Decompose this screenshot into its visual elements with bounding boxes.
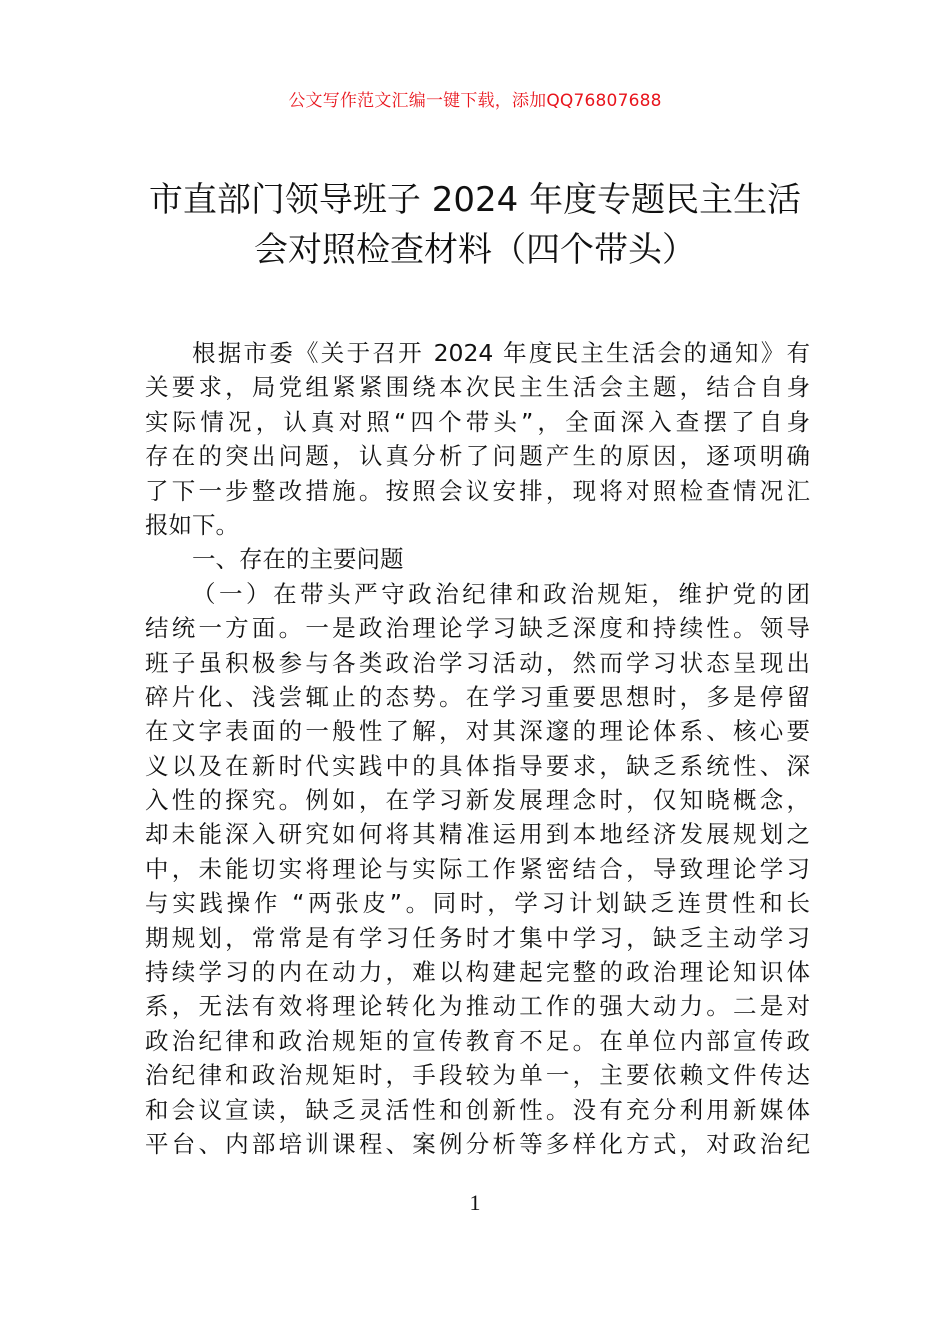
paragraph-line: 持续学习的内在动力，难以构建起完整的政治理论知识体: [145, 958, 810, 987]
download-banner: 公文写作范文汇编一键下载，添加QQ76807688: [288, 91, 662, 111]
paragraph-line: 中，未能切实将理论与实际工作紧密结合，导致理论学习: [145, 854, 810, 883]
paragraph-line: 存在的突出问题，认真分析了问题产生的原因，逐项明确: [145, 442, 810, 471]
document-title-line-2: 会对照检查材料（四个带头）: [254, 230, 696, 270]
paragraph-line: 治纪律和政治规矩时，手段较为单一，主要依赖文件传达: [145, 1061, 810, 1090]
subsection-heading-line: （一）在带头严守政治纪律和政治规矩，维护党的团: [192, 579, 810, 608]
paragraph-line: 关要求，局党组紧紧围绕本次民主生活会主题，结合自身: [145, 373, 810, 402]
paragraph-line: 报如下。: [145, 510, 239, 539]
paragraph-line: 义以及在新时代实践中的具体指导要求，缺乏系统性、深: [145, 751, 810, 780]
document-title-line-1: 市直部门领导班子 2024 年度专题民主生活: [148, 180, 802, 220]
paragraph-line: 班子虽积极参与各类政治学习活动，然而学习状态呈现出: [145, 648, 810, 677]
paragraph-line: 却未能深入研究如何将其精准运用到本地经济发展规划之: [145, 820, 810, 849]
paragraph-line: 了下一步整改措施。按照会议安排，现将对照检查情况汇: [145, 476, 810, 505]
paragraph-line: 政治纪律和政治规矩的宣传教育不足。在单位内部宣传政: [145, 1026, 810, 1055]
paragraph-line: 平台、内部培训课程、案例分析等多样化方式，对政治纪: [145, 1129, 810, 1158]
paragraph-line: 期规划，常常是有学习任务时才集中学习，缺乏主动学习: [145, 923, 810, 952]
paragraph-line: 碎片化、浅尝辄止的态势。在学习重要思想时，多是停留: [145, 682, 810, 711]
paragraph-line: 根据市委《关于召开 2024 年度民主生活会的通知》有: [192, 339, 810, 367]
paragraph-line: 实际情况，认真对照“四个带头”，全面深入查摆了自身: [145, 407, 810, 436]
paragraph-line: 结统一方面。一是政治理论学习缺乏深度和持续性。领导: [145, 614, 810, 643]
paragraph-line: 与实践操作 “两张皮”。同时，学习计划缺乏连贯性和长: [145, 889, 810, 918]
document-body: [145, 336, 810, 1161]
paragraph-line: 系，无法有效将理论转化为推动工作的强大动力。二是对: [145, 992, 810, 1021]
section-heading: 一、存在的主要问题: [192, 545, 404, 574]
paragraph-line: 和会议宣读，缺乏灵活性和创新性。没有充分利用新媒体: [145, 1095, 810, 1124]
paragraph-line: 入性的探究。例如，在学习新发展理念时，仅知晓概念，: [145, 786, 810, 815]
page-number: 1: [469, 1190, 481, 1215]
paragraph-line: 在文字表面的一般性了解，对其深邃的理论体系、核心要: [145, 717, 810, 746]
